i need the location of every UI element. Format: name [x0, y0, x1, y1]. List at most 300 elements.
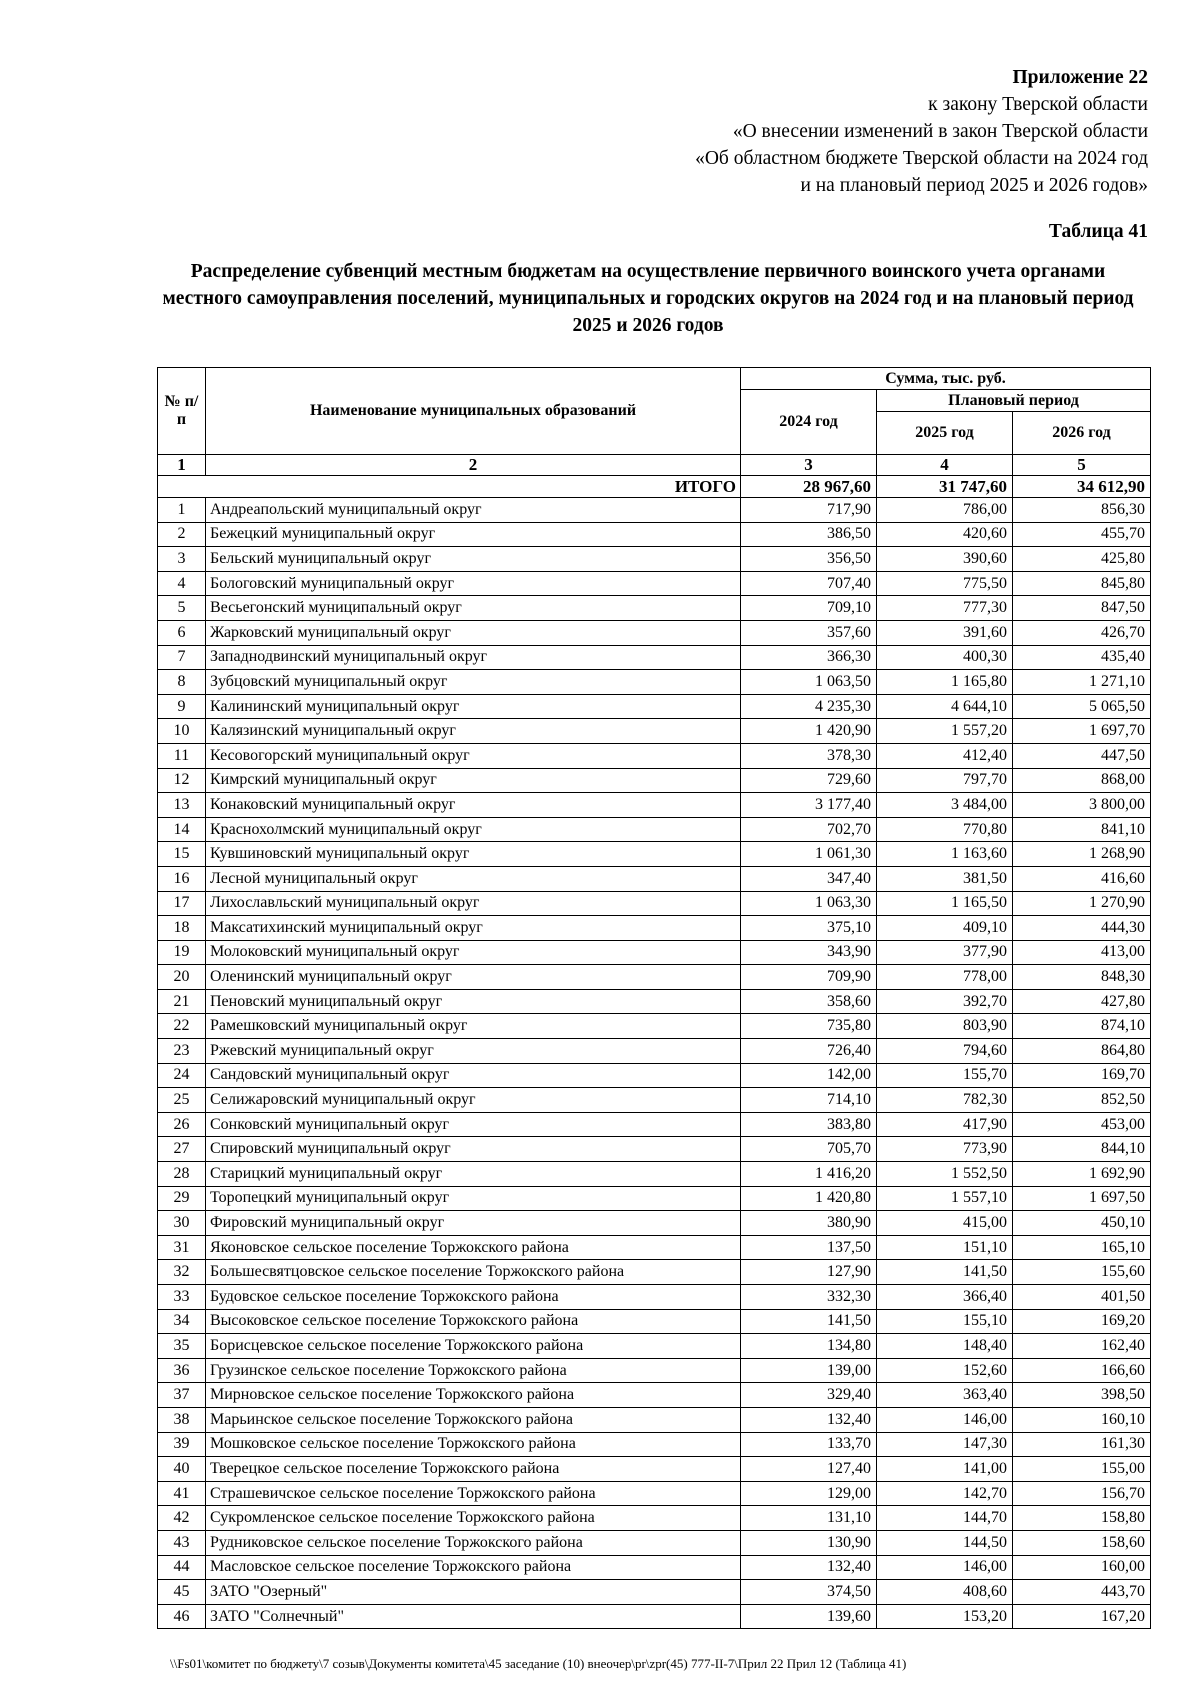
row-number: 29 [158, 1186, 206, 1211]
value-2024: 1 063,30 [741, 891, 877, 916]
value-2025: 381,50 [877, 866, 1013, 891]
municipality-name: Весьегонский муниципальный округ [206, 596, 741, 621]
table-header [158, 368, 1151, 476]
value-2024: 1 420,90 [741, 719, 877, 744]
table-body [158, 476, 1151, 1629]
municipality-name: Бельский муниципальный округ [206, 547, 741, 572]
row-number: 22 [158, 1014, 206, 1039]
table-row [158, 743, 1151, 768]
table-row [158, 965, 1151, 990]
municipality-name: Масловское сельское поселение Торжокского района [206, 1555, 741, 1580]
table-row [158, 1211, 1151, 1236]
value-2025: 377,90 [877, 940, 1013, 965]
column-number-1: 1 [158, 455, 206, 476]
row-number: 31 [158, 1235, 206, 1260]
table-row [158, 940, 1151, 965]
document-title: Распределение субвенций местным бюджетам на осуществление первичного воинского учета органами местного самоуправления поселений, муниципальных и городских округов на 2024 год и на плановый период 2025 и 2026 годов [162, 261, 1134, 336]
table-row [158, 1063, 1151, 1088]
value-2024: 702,70 [741, 817, 877, 842]
row-number: 14 [158, 817, 206, 842]
row-number: 18 [158, 916, 206, 941]
value-2025: 141,00 [877, 1457, 1013, 1482]
total-2026: 34 612,90 [1013, 476, 1151, 498]
value-2024: 127,40 [741, 1457, 877, 1482]
value-2026: 169,70 [1013, 1063, 1151, 1088]
value-2026: 435,40 [1013, 645, 1151, 670]
table-row [158, 1530, 1151, 1555]
municipality-name: Сонковский муниципальный округ [206, 1112, 741, 1137]
municipality-name: Максатихинский муниципальный округ [206, 916, 741, 941]
municipality-name: Западнодвинский муниципальный округ [206, 645, 741, 670]
row-number: 44 [158, 1555, 206, 1580]
row-number: 20 [158, 965, 206, 990]
value-2025: 409,10 [877, 916, 1013, 941]
value-2026: 162,40 [1013, 1334, 1151, 1359]
value-2026: 155,60 [1013, 1260, 1151, 1285]
value-2025: 3 484,00 [877, 793, 1013, 818]
table-row [158, 1162, 1151, 1187]
table-row [158, 916, 1151, 941]
table-row [158, 1039, 1151, 1064]
table-row [158, 1014, 1151, 1039]
table-row [158, 866, 1151, 891]
value-2024: 380,90 [741, 1211, 877, 1236]
table-row [158, 1112, 1151, 1137]
total-label: ИТОГО [206, 476, 741, 498]
value-2024: 383,80 [741, 1112, 877, 1137]
table-row [158, 817, 1151, 842]
row-number: 42 [158, 1506, 206, 1531]
value-2025: 1 165,50 [877, 891, 1013, 916]
table-row [158, 1260, 1151, 1285]
municipality-name: Старицкий муниципальный округ [206, 1162, 741, 1187]
appendix-header [695, 64, 1148, 199]
value-2025: 417,90 [877, 1112, 1013, 1137]
row-number: 27 [158, 1137, 206, 1162]
header-2026: 2026 год [1013, 412, 1151, 455]
row-number: 30 [158, 1211, 206, 1236]
header-2024: 2024 год [741, 390, 877, 455]
value-2026: 167,20 [1013, 1604, 1151, 1629]
value-2025: 1 165,80 [877, 670, 1013, 695]
value-2025: 415,00 [877, 1211, 1013, 1236]
municipality-name: Оленинский муниципальный округ [206, 965, 741, 990]
subventions-table [157, 367, 1151, 1629]
value-2024: 717,90 [741, 498, 877, 523]
value-2026: 450,10 [1013, 1211, 1151, 1236]
row-number: 4 [158, 571, 206, 596]
value-2026: 158,60 [1013, 1530, 1151, 1555]
value-2025: 770,80 [877, 817, 1013, 842]
value-2024: 127,90 [741, 1260, 877, 1285]
table-row [158, 1137, 1151, 1162]
table-row [158, 1358, 1151, 1383]
appendix-line-2: к закону Тверской области [928, 94, 1148, 115]
row-number: 32 [158, 1260, 206, 1285]
value-2025: 390,60 [877, 547, 1013, 572]
value-2026: 444,30 [1013, 916, 1151, 941]
value-2025: 148,40 [877, 1334, 1013, 1359]
municipality-name: Мошковское сельское поселение Торжокского района [206, 1432, 741, 1457]
value-2025: 152,60 [877, 1358, 1013, 1383]
value-2024: 386,50 [741, 522, 877, 547]
table-row [158, 1088, 1151, 1113]
value-2024: 4 235,30 [741, 694, 877, 719]
value-2025: 1 557,10 [877, 1186, 1013, 1211]
value-2024: 347,40 [741, 866, 877, 891]
value-2026: 166,60 [1013, 1358, 1151, 1383]
value-2026: 3 800,00 [1013, 793, 1151, 818]
file-path-footer: \\Fs01\комитет по бюджету\7 созыв\Документы комитета\45 заседание (10) внеочер\pr\zpr(45) 777-II-7\Прил 22 Прил 12 (Таблица 41) [170, 1656, 907, 1671]
value-2024: 729,60 [741, 768, 877, 793]
value-2025: 141,50 [877, 1260, 1013, 1285]
municipality-name: Ржевский муниципальный округ [206, 1039, 741, 1064]
value-2025: 408,60 [877, 1580, 1013, 1605]
header-plan-period: Плановый период [877, 390, 1151, 412]
value-2026: 847,50 [1013, 596, 1151, 621]
value-2024: 358,60 [741, 989, 877, 1014]
municipality-name: Калининский муниципальный округ [206, 694, 741, 719]
table-row [158, 719, 1151, 744]
table-row [158, 547, 1151, 572]
table-row [158, 1457, 1151, 1482]
row-number: 19 [158, 940, 206, 965]
value-2024: 375,10 [741, 916, 877, 941]
row-number: 2 [158, 522, 206, 547]
municipality-name: Кувшиновский муниципальный округ [206, 842, 741, 867]
value-2024: 726,40 [741, 1039, 877, 1064]
value-2026: 169,20 [1013, 1309, 1151, 1334]
row-number: 46 [158, 1604, 206, 1629]
municipality-name: Селижаровский муниципальный округ [206, 1088, 741, 1113]
value-2024: 357,60 [741, 620, 877, 645]
value-2025: 420,60 [877, 522, 1013, 547]
value-2026: 845,80 [1013, 571, 1151, 596]
row-number: 9 [158, 694, 206, 719]
value-2026: 1 271,10 [1013, 670, 1151, 695]
value-2026: 1 270,90 [1013, 891, 1151, 916]
value-2024: 1 061,30 [741, 842, 877, 867]
row-number: 3 [158, 547, 206, 572]
value-2024: 141,50 [741, 1309, 877, 1334]
value-2024: 132,40 [741, 1407, 877, 1432]
table-row [158, 891, 1151, 916]
municipality-name: Борисцевское сельское поселение Торжокского района [206, 1334, 741, 1359]
row-number: 15 [158, 842, 206, 867]
value-2025: 400,30 [877, 645, 1013, 670]
table-row [158, 1334, 1151, 1359]
value-2024: 343,90 [741, 940, 877, 965]
value-2026: 1 268,90 [1013, 842, 1151, 867]
value-2026: 844,10 [1013, 1137, 1151, 1162]
value-2025: 142,70 [877, 1481, 1013, 1506]
row-number: 43 [158, 1530, 206, 1555]
value-2024: 709,10 [741, 596, 877, 621]
total-row [158, 476, 1151, 498]
municipality-name: Рамешковский муниципальный округ [206, 1014, 741, 1039]
value-2025: 144,70 [877, 1506, 1013, 1531]
value-2026: 416,60 [1013, 866, 1151, 891]
municipality-name: Грузинское сельское поселение Торжокского района [206, 1358, 741, 1383]
table-row [158, 1432, 1151, 1457]
appendix-number: Приложение 22 [1012, 67, 1148, 88]
value-2025: 391,60 [877, 620, 1013, 645]
municipality-name: Калязинский муниципальный округ [206, 719, 741, 744]
value-2024: 139,00 [741, 1358, 877, 1383]
row-number: 26 [158, 1112, 206, 1137]
value-2026: 398,50 [1013, 1383, 1151, 1408]
row-number: 33 [158, 1285, 206, 1310]
table-row [158, 1555, 1151, 1580]
value-2026: 852,50 [1013, 1088, 1151, 1113]
municipality-name: Бологовский муниципальный округ [206, 571, 741, 596]
table-row [158, 694, 1151, 719]
municipality-name: Лихославльский муниципальный округ [206, 891, 741, 916]
table-row [158, 842, 1151, 867]
municipality-name: Большесвятцовское сельское поселение Торжокского района [206, 1260, 741, 1285]
municipality-name: Рудниковское сельское поселение Торжокского района [206, 1530, 741, 1555]
row-number: 23 [158, 1039, 206, 1064]
value-2026: 426,70 [1013, 620, 1151, 645]
row-number: 36 [158, 1358, 206, 1383]
table-row [158, 1235, 1151, 1260]
municipality-name: Кимрский муниципальный округ [206, 768, 741, 793]
value-2026: 864,80 [1013, 1039, 1151, 1064]
value-2026: 455,70 [1013, 522, 1151, 547]
value-2024: 139,60 [741, 1604, 877, 1629]
appendix-line-3: «О внесении изменений в закон Тверской области [732, 121, 1148, 142]
value-2025: 786,00 [877, 498, 1013, 523]
municipality-name: Будовское сельское поселение Торжокского района [206, 1285, 741, 1310]
municipality-name: Сукромленское сельское поселение Торжокского района [206, 1506, 741, 1531]
value-2024: 707,40 [741, 571, 877, 596]
table-row [158, 1383, 1151, 1408]
value-2024: 130,90 [741, 1530, 877, 1555]
row-number: 5 [158, 596, 206, 621]
table-row [158, 1285, 1151, 1310]
value-2024: 3 177,40 [741, 793, 877, 818]
table-row [158, 768, 1151, 793]
municipality-name: Страшевичское сельское поселение Торжокского района [206, 1481, 741, 1506]
value-2026: 5 065,50 [1013, 694, 1151, 719]
table-row [158, 1309, 1151, 1334]
value-2025: 146,00 [877, 1555, 1013, 1580]
row-number: 35 [158, 1334, 206, 1359]
value-2025: 366,40 [877, 1285, 1013, 1310]
value-2025: 797,70 [877, 768, 1013, 793]
value-2024: 1 063,50 [741, 670, 877, 695]
row-number: 40 [158, 1457, 206, 1482]
municipality-name: Андреапольский муниципальный округ [206, 498, 741, 523]
value-2024: 129,00 [741, 1481, 877, 1506]
value-2026: 856,30 [1013, 498, 1151, 523]
row-number: 11 [158, 743, 206, 768]
row-number: 39 [158, 1432, 206, 1457]
municipality-name: Сандовский муниципальный округ [206, 1063, 741, 1088]
row-number: 41 [158, 1481, 206, 1506]
value-2025: 4 644,10 [877, 694, 1013, 719]
row-number: 16 [158, 866, 206, 891]
table-row [158, 620, 1151, 645]
row-number: 8 [158, 670, 206, 695]
municipality-name: Лесной муниципальный округ [206, 866, 741, 891]
value-2026: 841,10 [1013, 817, 1151, 842]
row-number: 12 [158, 768, 206, 793]
total-2024: 28 967,60 [741, 476, 877, 498]
column-number-2: 2 [206, 455, 741, 476]
header-num: № п/п [158, 368, 206, 455]
row-number: 17 [158, 891, 206, 916]
total-empty-cell [158, 476, 206, 498]
value-2024: 332,30 [741, 1285, 877, 1310]
table-row [158, 645, 1151, 670]
table-row [158, 1506, 1151, 1531]
value-2025: 782,30 [877, 1088, 1013, 1113]
row-number: 1 [158, 498, 206, 523]
value-2024: 735,80 [741, 1014, 877, 1039]
value-2025: 1 552,50 [877, 1162, 1013, 1187]
value-2024: 374,50 [741, 1580, 877, 1605]
municipality-name: Торопецкий муниципальный округ [206, 1186, 741, 1211]
value-2024: 378,30 [741, 743, 877, 768]
value-2025: 778,00 [877, 965, 1013, 990]
table-row [158, 596, 1151, 621]
row-number: 28 [158, 1162, 206, 1187]
table-row [158, 522, 1151, 547]
table-row [158, 1186, 1151, 1211]
value-2024: 131,10 [741, 1506, 877, 1531]
value-2026: 1 697,70 [1013, 719, 1151, 744]
value-2026: 413,00 [1013, 940, 1151, 965]
value-2026: 160,00 [1013, 1555, 1151, 1580]
value-2025: 147,30 [877, 1432, 1013, 1457]
municipality-name: Фировский муниципальный округ [206, 1211, 741, 1236]
header-name: Наименование муниципальных образований [206, 368, 741, 455]
value-2026: 1 697,50 [1013, 1186, 1151, 1211]
value-2024: 366,30 [741, 645, 877, 670]
municipality-name: Пеновский муниципальный округ [206, 989, 741, 1014]
value-2025: 794,60 [877, 1039, 1013, 1064]
value-2024: 709,90 [741, 965, 877, 990]
value-2024: 714,10 [741, 1088, 877, 1113]
appendix-line-5: и на плановый период 2025 и 2026 годов» [800, 175, 1148, 196]
municipality-name: Зубцовский муниципальный округ [206, 670, 741, 695]
row-number: 25 [158, 1088, 206, 1113]
column-number-3: 3 [741, 455, 877, 476]
municipality-name: Высоковское сельское поселение Торжокского района [206, 1309, 741, 1334]
value-2024: 329,40 [741, 1383, 877, 1408]
municipality-name: ЗАТО "Озерный" [206, 1580, 741, 1605]
value-2024: 1 416,20 [741, 1162, 877, 1187]
value-2025: 777,30 [877, 596, 1013, 621]
value-2024: 1 420,80 [741, 1186, 877, 1211]
table-row [158, 670, 1151, 695]
municipality-name: Молоковский муниципальный округ [206, 940, 741, 965]
row-number: 38 [158, 1407, 206, 1432]
municipality-name: Краснохолмский муниципальный округ [206, 817, 741, 842]
value-2026: 155,00 [1013, 1457, 1151, 1482]
value-2025: 155,10 [877, 1309, 1013, 1334]
total-2025: 31 747,60 [877, 476, 1013, 498]
value-2026: 427,80 [1013, 989, 1151, 1014]
column-number-5: 5 [1013, 455, 1151, 476]
table-row [158, 793, 1151, 818]
value-2025: 155,70 [877, 1063, 1013, 1088]
row-number: 37 [158, 1383, 206, 1408]
municipality-name: Жарковский муниципальный округ [206, 620, 741, 645]
value-2025: 146,00 [877, 1407, 1013, 1432]
value-2026: 425,80 [1013, 547, 1151, 572]
value-2026: 868,00 [1013, 768, 1151, 793]
value-2024: 705,70 [741, 1137, 877, 1162]
value-2025: 153,20 [877, 1604, 1013, 1629]
value-2026: 447,50 [1013, 743, 1151, 768]
table-row [158, 1481, 1151, 1506]
appendix-line-4: «Об областном бюджете Тверской области на 2024 год [695, 148, 1148, 169]
value-2026: 1 692,90 [1013, 1162, 1151, 1187]
table-number: Таблица 41 [1048, 221, 1148, 242]
value-2026: 443,70 [1013, 1580, 1151, 1605]
value-2025: 1 557,20 [877, 719, 1013, 744]
municipality-name: Конаковский муниципальный округ [206, 793, 741, 818]
value-2025: 775,50 [877, 571, 1013, 596]
value-2026: 161,30 [1013, 1432, 1151, 1457]
table-row [158, 1604, 1151, 1629]
table-row [158, 989, 1151, 1014]
value-2025: 1 163,60 [877, 842, 1013, 867]
row-number: 34 [158, 1309, 206, 1334]
row-number: 24 [158, 1063, 206, 1088]
municipality-name: Тверецкое сельское поселение Торжокского района [206, 1457, 741, 1482]
value-2024: 142,00 [741, 1063, 877, 1088]
value-2026: 453,00 [1013, 1112, 1151, 1137]
value-2025: 392,70 [877, 989, 1013, 1014]
municipality-name: Бежецкий муниципальный округ [206, 522, 741, 547]
value-2026: 874,10 [1013, 1014, 1151, 1039]
value-2025: 773,90 [877, 1137, 1013, 1162]
value-2026: 165,10 [1013, 1235, 1151, 1260]
municipality-name: ЗАТО "Солнечный" [206, 1604, 741, 1629]
value-2025: 803,90 [877, 1014, 1013, 1039]
municipality-name: Мирновское сельское поселение Торжокского района [206, 1383, 741, 1408]
row-number: 13 [158, 793, 206, 818]
value-2024: 132,40 [741, 1555, 877, 1580]
value-2025: 151,10 [877, 1235, 1013, 1260]
value-2026: 401,50 [1013, 1285, 1151, 1310]
value-2026: 160,10 [1013, 1407, 1151, 1432]
value-2024: 137,50 [741, 1235, 877, 1260]
row-number: 10 [158, 719, 206, 744]
table-row [158, 571, 1151, 596]
header-sum: Сумма, тыс. руб. [741, 368, 1151, 390]
municipality-name: Кесовогорский муниципальный округ [206, 743, 741, 768]
table-row [158, 1407, 1151, 1432]
value-2024: 133,70 [741, 1432, 877, 1457]
row-number: 6 [158, 620, 206, 645]
value-2024: 134,80 [741, 1334, 877, 1359]
column-number-4: 4 [877, 455, 1013, 476]
municipality-name: Марьинское сельское поселение Торжокского района [206, 1407, 741, 1432]
value-2025: 144,50 [877, 1530, 1013, 1555]
row-number: 7 [158, 645, 206, 670]
table-row [158, 498, 1151, 523]
municipality-name: Яконовское сельское поселение Торжокского района [206, 1235, 741, 1260]
table-row [158, 1580, 1151, 1605]
value-2024: 356,50 [741, 547, 877, 572]
value-2025: 363,40 [877, 1383, 1013, 1408]
header-2025: 2025 год [877, 412, 1013, 455]
value-2025: 412,40 [877, 743, 1013, 768]
